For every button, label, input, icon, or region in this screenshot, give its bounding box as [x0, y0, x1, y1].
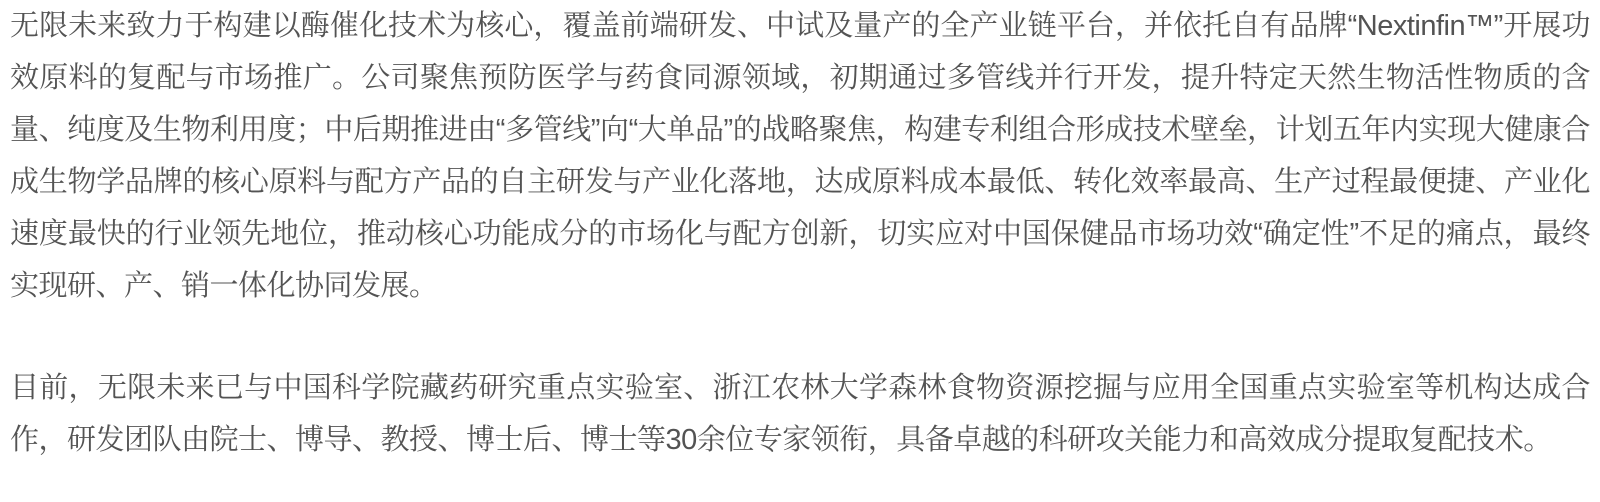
intro-paragraph-partnerships-team: 目前，无限未来已与中国科学院藏药研究重点实验室、浙江农林大学森林食物资源挖掘与应用全国重点实验室等机构达成合作，研发团队由院士、博导、教授、博士后、博士等30余位专家领衔，具备卓越的科研攻关能力和高效成分提取复配技术。	[10, 372, 1590, 456]
intro-paragraph-company-strategy: 无限未来致力于构建以酶催化技术为核心，覆盖前端研发、中试及量产的全产业链平台，并依托自有品牌“Nextinfin™”开展功效原料的复配与市场推广。公司聚焦预防医学与药食同源领域，初期通过多管线并行开发，提升特定天然生物活性物质的含量、纯度及生物利用度；中后期推进由“多管线”向“大单品”的战略聚焦，构建专利组合形成技术壁垒，计划五年内实现大健康合成生物学品牌的核心原料与配方产品的自主研发与产业化落地，达成原料成本最低、转化效率最高、生产过程最便捷、产业化速度最快的行业领先地位，推动核心功能成分的市场化与配方创新，切实应对中国保健品市场功效“确定性”不足的痛点，最终实现研、产、销一体化协同发展。	[10, 10, 1590, 302]
